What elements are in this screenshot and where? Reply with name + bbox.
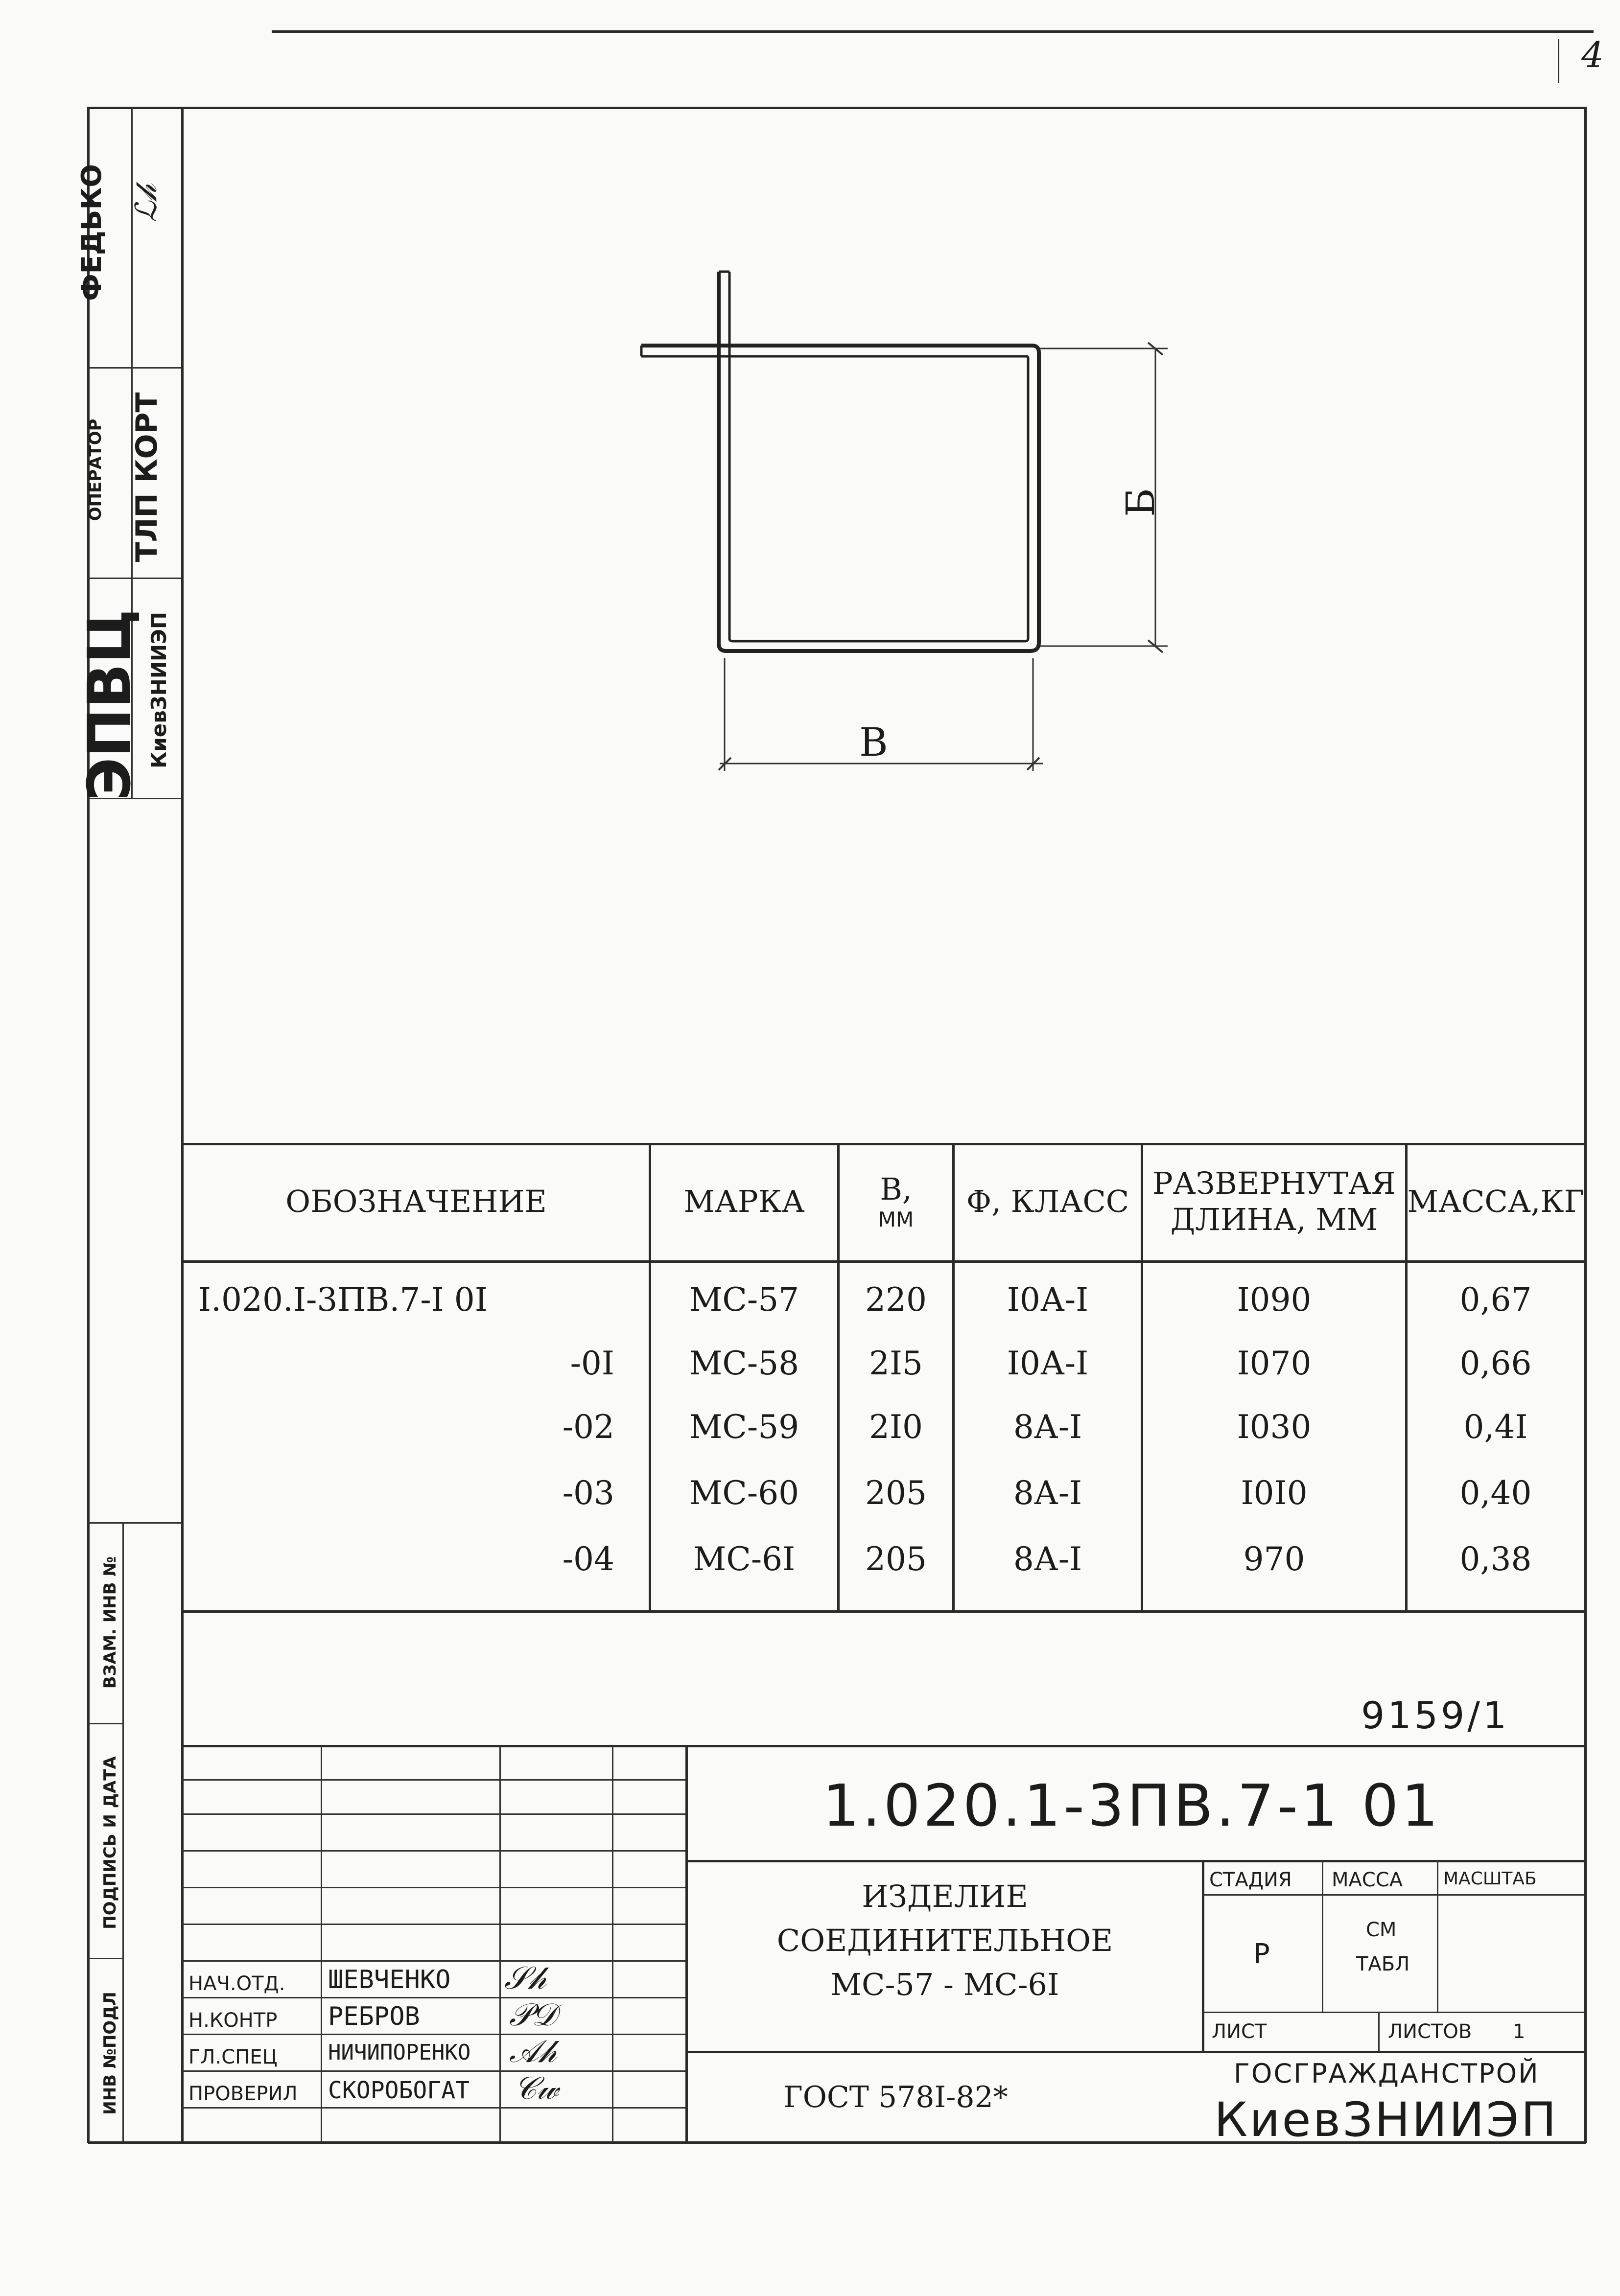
product-title-line: МС-57 - МС-6I [830,1966,1059,2002]
mass-label: МАССА [1332,1869,1403,1891]
signature: 𝒮𝒽 [504,1960,547,1996]
table-row-length: I070 [1237,1344,1312,1382]
page-number: 4 [1581,34,1604,75]
table-header-bottom [182,1260,1585,1263]
table-row-class: 8А-I [1013,1408,1082,1446]
stage-value: Р [1253,1938,1270,1970]
operator-value: ТЛП КОРТ [130,392,164,562]
titleblock-grid-col [321,1745,322,2144]
approver-name: ФЕДЬКО [76,164,108,301]
table-row-designation: -03 [562,1474,614,1512]
approver-signature: ℒ𝒽 [129,184,164,222]
margin-divider [88,1723,122,1724]
operator-label: ОПЕРАТОР [86,418,105,521]
signature: 𝒜𝒽 [509,2034,557,2070]
table-bottom [182,1610,1585,1613]
role-name: РЕБРОВ [328,2002,420,2031]
table-row-mark: МС-58 [689,1344,799,1382]
titleblock-grid-col [499,1745,501,2144]
table-row-length: 970 [1243,1540,1305,1578]
product-title-line: ИЗДЕЛИЕ [862,1879,1028,1914]
table-row-b: 220 [865,1280,927,1319]
table-row-b: 2I5 [869,1344,923,1382]
table-row-class: I0А-I [1007,1344,1089,1382]
info-row [1202,2012,1584,2013]
rebar-bar-inner [641,272,1028,641]
margin-divider [88,1958,122,1959]
titleblock-grid-row [182,2034,685,2035]
header-mark: МАРКА [683,1183,805,1219]
info-row [1202,1894,1584,1896]
product-title-line: СОЕДИНИТЕЛЬНОЕ [776,1922,1113,1958]
table-row-mark: МС-57 [689,1280,799,1319]
table-row-class: 8А-I [1013,1540,1082,1578]
signature: 𝒞𝓌 [514,2070,559,2107]
inventory-number: 9159/1 [1361,1693,1510,1737]
product-title [695,1875,1195,2007]
header-b-label: В, [880,1171,912,1207]
titleblock-grid-row [182,1779,685,1781]
doc-code: 1.020.1-3ПВ.7-1 01 [822,1772,1441,1839]
table-row-designation: I.020.I-3ПВ.7-I 0I [198,1280,488,1319]
titleblock-main-divider [685,1745,688,2144]
table-row-designation: -02 [562,1408,614,1446]
header-class: Ф, КЛАСС [966,1183,1129,1219]
margin-label-signature: ПОДПИСЬ И ДАТА [100,1756,120,1929]
table-row-designation: -0I [570,1344,614,1382]
table-row-length: I0I0 [1241,1474,1308,1512]
titleblock-grid-row [182,1960,685,1962]
table-row-mass: 0,67 [1459,1280,1532,1319]
header-b-unit: ММ [878,1207,914,1231]
org-stamp-title: ЭПВЦ [76,609,144,801]
table-row-b: 2I0 [869,1408,923,1446]
header-length-line1: РАЗВЕРНУТАЯ [1152,1165,1396,1201]
stage-label: СТАДИЯ [1209,1869,1292,1891]
org-stamp-subtitle: КиевЗНИИЭП [147,611,171,769]
sheets-value: 1 [1513,2020,1526,2043]
table-row-class: I0А-I [1007,1280,1089,1319]
org-line2: КиевЗНИИЭП [1214,2092,1558,2147]
titleblock-grid-row [182,1887,685,1888]
header-mass: МАССА,КГ [1407,1183,1584,1219]
table-row-class: 8А-I [1013,1474,1082,1512]
titleblock-grid-col [612,1745,613,2144]
margin-divider [88,1522,181,1524]
scale-label: МАСШТАБ [1443,1869,1537,1889]
header-b [840,1145,952,1258]
titleblock-info-divider [1202,1860,1204,2051]
role-name: СКОРОБОГАТ [328,2077,470,2104]
rebar-drawing [0,0,1620,832]
titleblock-grid-row [182,1924,685,1925]
role-name: ШЕВЧЕНКО [328,1965,451,1995]
table-row-b: 205 [865,1540,927,1578]
mass-value: ТАБЛ [1356,1953,1410,1975]
titleblock-row [685,1860,1585,1862]
table-row-length: I090 [1237,1280,1312,1319]
role-label: ПРОВЕРИЛ [188,2083,298,2105]
table-row-length: I030 [1237,1408,1312,1446]
org-line1: ГОСГРАЖДАНСТРОЙ [1234,2058,1540,2089]
header-designation: ОБОЗНАЧЕНИЕ [285,1183,547,1219]
mass-value: СМ [1366,1919,1397,1941]
titleblock-grid-row [182,2107,685,2109]
header-length [1143,1145,1405,1258]
table-row-mark: МС-6I [693,1540,796,1578]
margin-label-vzam: ВЗАМ. ИНВ № [100,1556,120,1689]
table-row-b: 205 [865,1474,927,1512]
header-length-line2: ДЛИНА, ММ [1170,1202,1378,1237]
titleblock-grid-row [182,1813,685,1815]
role-name: НИЧИПОРЕНКО [328,2040,471,2065]
titleblock-grid-row [182,1850,685,1852]
table-row-designation: -04 [562,1540,614,1578]
sheets-label: ЛИСТОВ [1388,2020,1472,2043]
titleblock-grid-row [182,1997,685,1998]
dim-height-label: Б [1117,488,1163,517]
titleblock-top [182,1745,1585,1747]
table-row-mass: 0,40 [1459,1474,1532,1512]
role-label: НАЧ.ОТД. [188,1972,285,1995]
sheet-label: ЛИСТ [1212,2020,1267,2043]
signature: 𝒫𝒟 [509,1997,557,2033]
titleblock-grid-row [182,2070,685,2072]
table-row-mark: МС-60 [689,1474,799,1512]
info-col [1437,1860,1438,2012]
standard-ref: ГОСТ 578I-82* [783,2080,1008,2114]
role-label: Н.КОНТР [188,2009,278,2032]
table-row-mass: 0,38 [1459,1540,1532,1578]
rebar-bar-outline [641,272,1039,651]
info-col [1322,1860,1323,2012]
table-row-mark: МС-59 [689,1408,799,1446]
margin-label-inv: ИНВ №ПОДЛ [100,1992,120,2115]
table-row-mass: 0,66 [1459,1344,1532,1382]
role-label: ГЛ.СПЕЦ [188,2046,278,2068]
titleblock-row [685,2051,1585,2053]
frame-bottom [88,2141,1586,2144]
table-row-mass: 0,4I [1463,1408,1528,1446]
info-col [1378,2012,1380,2051]
dim-width-label: В [859,719,888,765]
